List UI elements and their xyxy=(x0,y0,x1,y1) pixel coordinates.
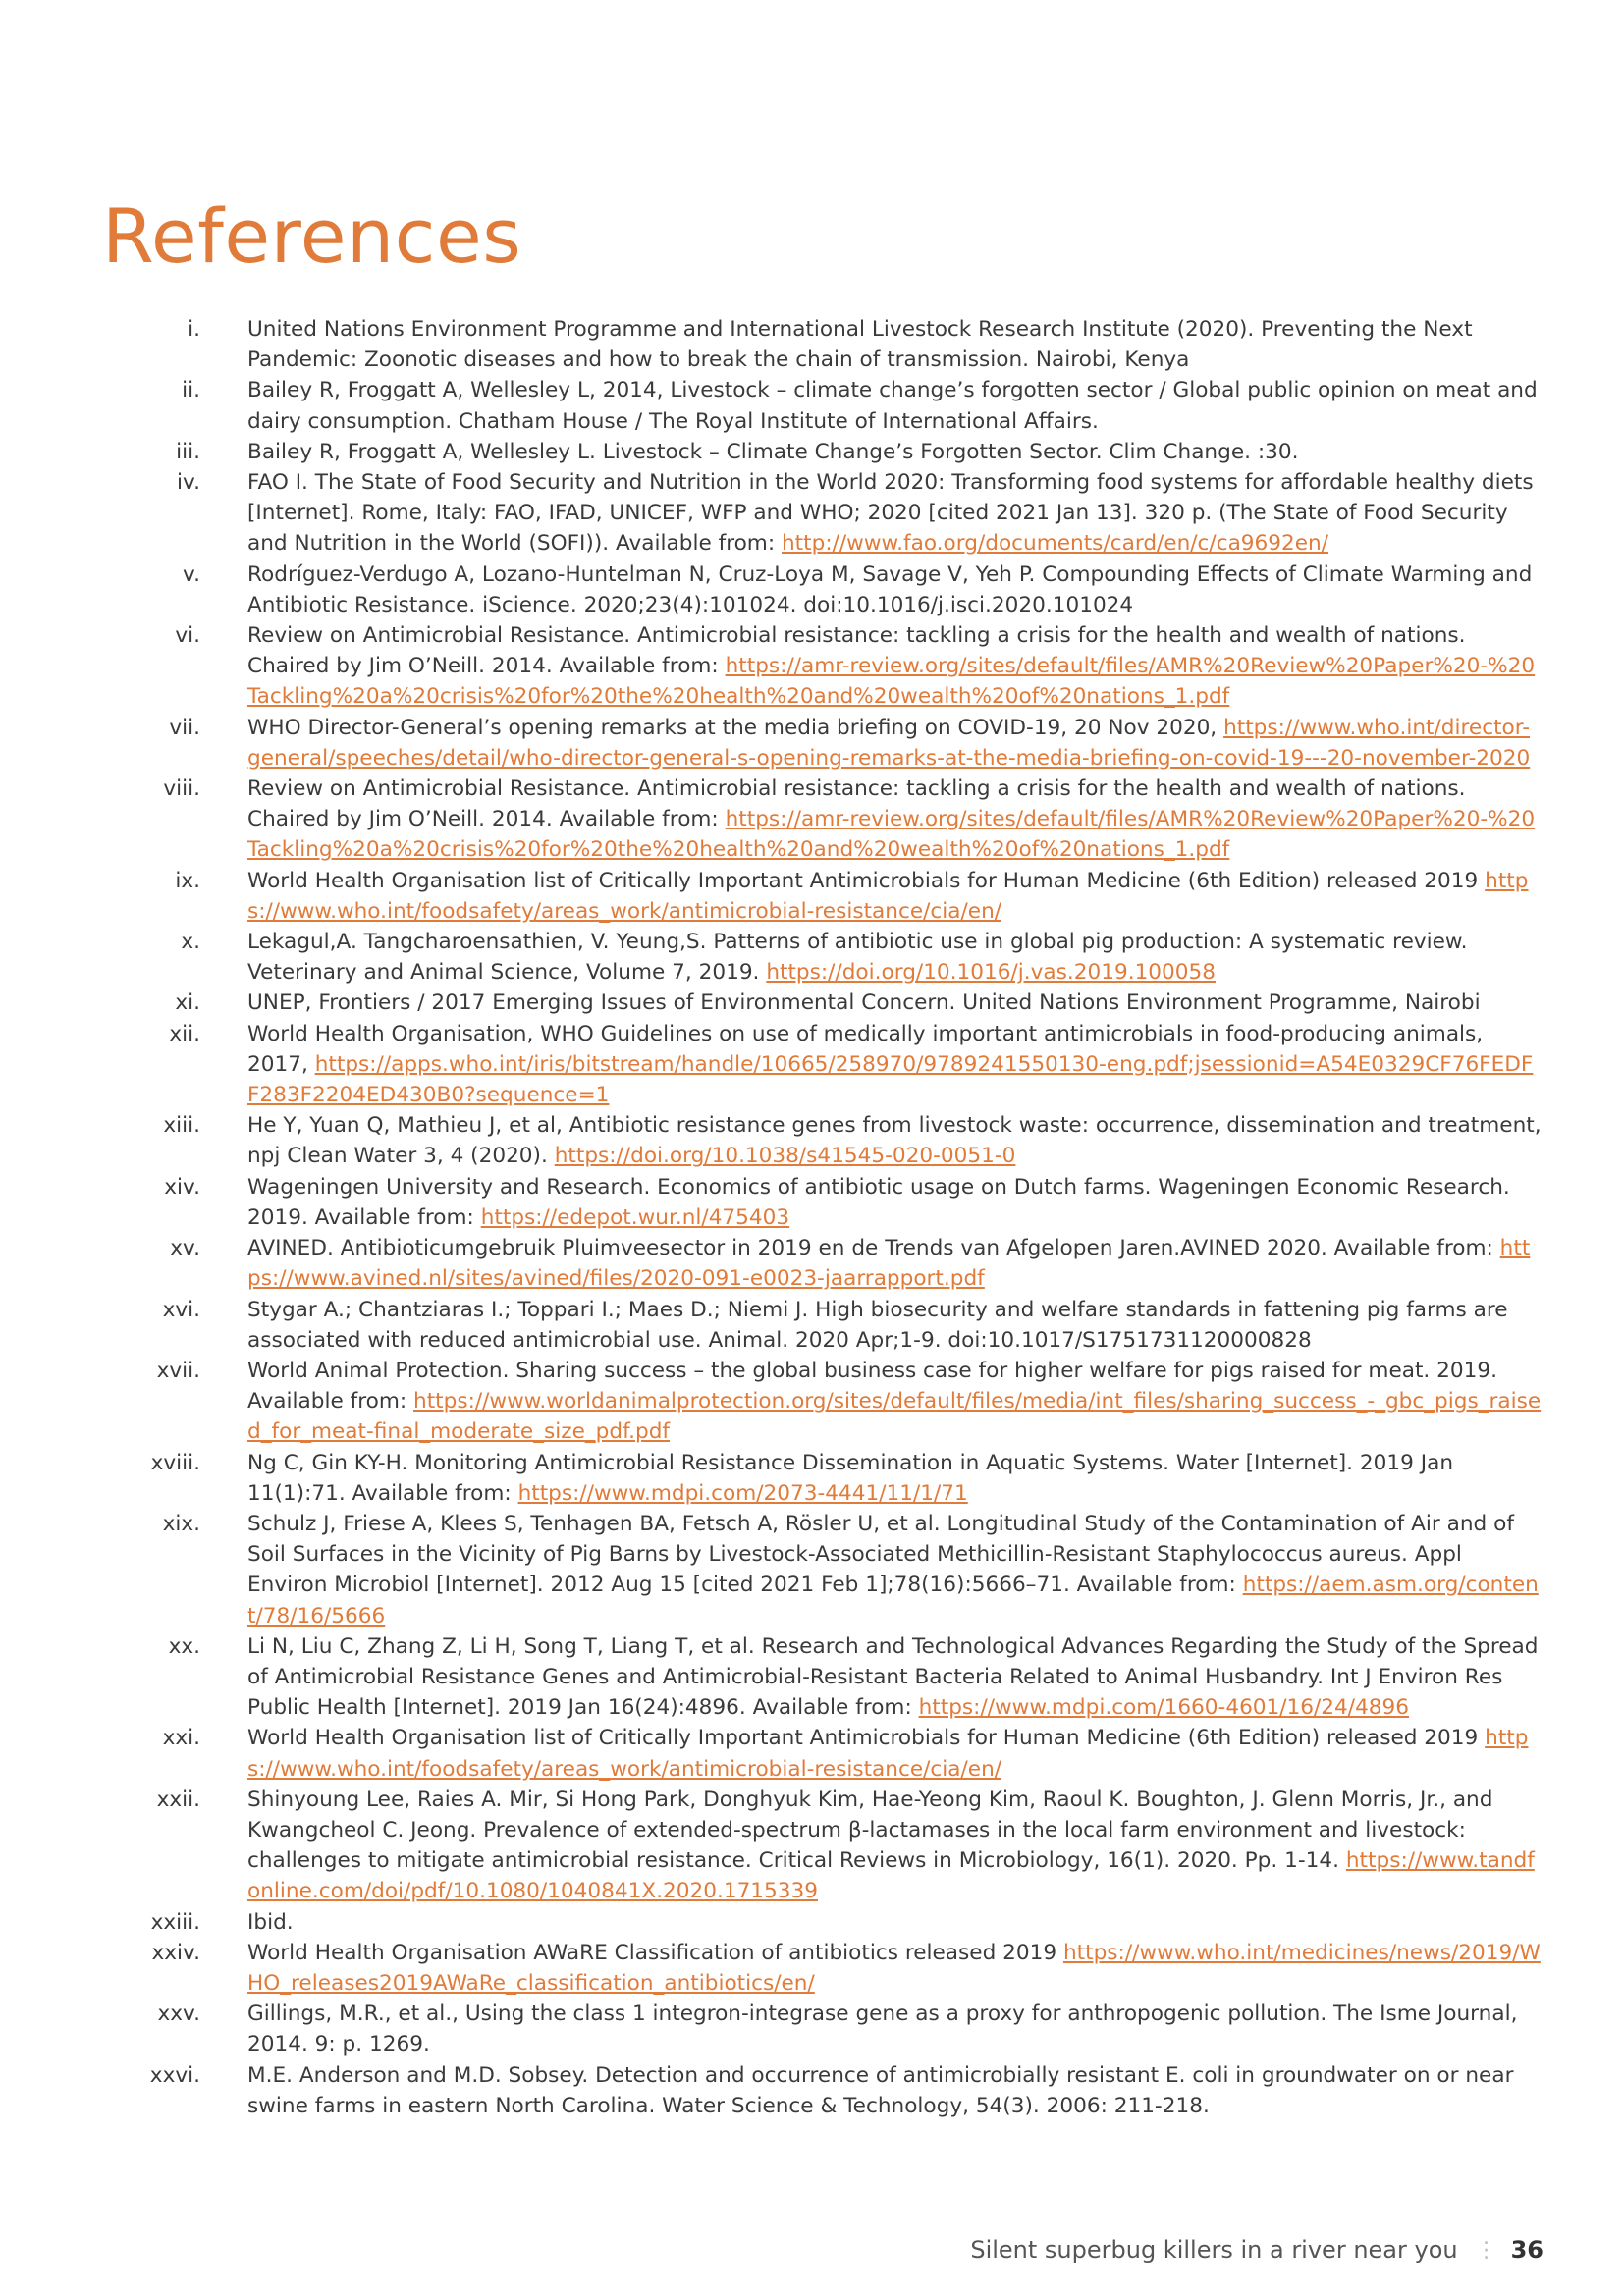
reference-link[interactable]: https://www.who.int/director-general/speeches/detail/who-director-general-s-opening-remarks-at-the-media-briefing-on-covid-19---20-november-2020 xyxy=(247,715,1531,771)
reference-text: AVINED. Antibioticumgebruik Pluimveesector in 2019 en de Trends van Afgelopen Jaren.AVINED 2020. Available from: xyxy=(247,1236,1493,1261)
reference-number: iv. xyxy=(177,470,200,496)
reference-number: xv. xyxy=(170,1236,200,1261)
reference-body xyxy=(247,2060,1542,2121)
reference-body xyxy=(247,1356,1542,1448)
reference-link[interactable]: https://www.who.int/foodsafety/areas_work/antimicrobial-resistance/cia/en/ xyxy=(247,868,1529,924)
footer-separator: ⋮ xyxy=(1475,2237,1497,2263)
reference-body xyxy=(247,1907,1542,1938)
page-title: References xyxy=(102,192,522,280)
reference-item xyxy=(147,927,1542,988)
reference-text: Stygar A.; Chantziaras I.; Toppari I.; Maes D.; Niemi J. High biosecurity and welfare standards in fattening pig farms are associated with reduced antimicrobial use. Animal. 2020 Apr;1-9. doi:10.1017/S1751731120000828 xyxy=(247,1297,1508,1353)
reference-text: Shinyoung Lee, Raies A. Mir, Si Hong Park, Donghyuk Kim, Hae-Yeong Kim, Raoul K. Boughton, J. Glenn Morris, Jr., and Kwangcheol C. Jeong. Prevalence of extended-spectrum β-lactamases in the local farm environment and livestock: challenges to mitigate antimicrobial resistance. Critical Reviews in Microbiology, 16(1). 2020. Pp. 1-14. xyxy=(247,1787,1493,1874)
reference-link[interactable]: https://amr-review.org/sites/default/files/AMR%20Review%20Paper%20-%20Tackling%20a%20crisis%20for%20the%20health%20and%20wealth%20of%20nations_1.pdf xyxy=(247,654,1536,710)
reference-text: Bailey R, Froggatt A, Wellesley L. Livestock – Climate Change’s Forgotten Sector. Clim Change. :30. xyxy=(247,439,1299,464)
reference-number: xvi. xyxy=(162,1297,200,1322)
reference-link[interactable]: https://www.who.int/foodsafety/areas_work/antimicrobial-resistance/cia/en/ xyxy=(247,1726,1529,1782)
reference-item xyxy=(147,866,1542,927)
reference-number: xix. xyxy=(162,1511,200,1536)
reference-number: xxii. xyxy=(156,1787,200,1812)
reference-link[interactable]: https://www.tandfonline.com/doi/pdf/10.1080/1040841X.2020.1715339 xyxy=(247,1848,1535,1904)
reference-text: Ibid. xyxy=(247,1909,294,1935)
reference-item xyxy=(147,2060,1542,2121)
reference-link[interactable]: https://www.worldanimalprotection.org/sites/default/files/media/int_files/sharing_success_-_gbc_pigs_raised_for_meat-final_moderate_size_pdf.pdf xyxy=(247,1389,1542,1445)
reference-text: United Nations Environment Programme and International Livestock Research Institute (2020). Preventing the Next Pandemic: Zoonotic diseases and how to break the chain of transmission. Nairobi, Kenya xyxy=(247,317,1473,373)
reference-link[interactable]: https://www.mdpi.com/2073-4441/11/1/71 xyxy=(517,1480,968,1506)
reference-item xyxy=(147,1172,1542,1233)
reference-item xyxy=(147,1110,1542,1171)
page-number: 36 xyxy=(1510,2236,1543,2264)
reference-number: xiv. xyxy=(164,1174,200,1200)
reference-body xyxy=(247,1631,1542,1724)
reference-number: xxiii. xyxy=(150,1909,200,1935)
reference-text: FAO I. The State of Food Security and Nutrition in the World 2020: Transforming food systems for affordable healthy diets [Internet]. Rome, Italy: FAO, IFAD, UNICEF, WFP and WHO; 2020 [cited 2021 Jan 13]. 320 p. (The State of Food Security and Nutrition in the World (SOFI)). Available from: xyxy=(247,470,1534,557)
reference-link[interactable]: https://doi.org/10.1016/j.vas.2019.100058 xyxy=(766,960,1216,986)
reference-text: Rodríguez-Verdugo A, Lozano-Huntelman N, Cruz-Loya M, Savage V, Yeh P. Compounding Effects of Climate Warming and Antibiotic Resistance. iScience. 2020;23(4):101024. doi:10.1016/j.isci.2020.101024 xyxy=(247,561,1533,617)
reference-text: Ng C, Gin KY-H. Monitoring Antimicrobial Resistance Dissemination in Aquatic Systems. Water [Internet]. 2019 Jan 11(1):71. Available from: xyxy=(247,1450,1454,1506)
reference-number: xiii. xyxy=(163,1113,200,1139)
reference-link[interactable]: https://www.avined.nl/sites/avined/files/2020-091-e0023-jaarrapport.pdf xyxy=(247,1236,1531,1292)
reference-body xyxy=(247,1110,1542,1171)
reference-item xyxy=(147,1233,1542,1294)
reference-link[interactable]: http://www.fao.org/documents/card/en/c/ca9692en/ xyxy=(782,531,1328,557)
reference-link[interactable]: https://doi.org/10.1038/s41545-020-0051-0 xyxy=(554,1144,1016,1169)
reference-body xyxy=(247,1509,1542,1631)
reference-text: World Health Organisation, WHO Guidelines on use of medically important antimicrobials in food-producing animals, 2017, xyxy=(247,1021,1484,1077)
reference-item xyxy=(147,314,1542,375)
reference-body xyxy=(247,560,1542,620)
reference-number: ix. xyxy=(175,868,200,893)
reference-body xyxy=(247,1999,1542,2059)
reference-link[interactable]: https://apps.who.int/iris/bitstream/handle/10665/258970/9789241550130-eng.pdf;jsessionid=A54E0329CF76FEDFF283F2204ED430B0?sequence=1 xyxy=(247,1051,1534,1108)
reference-link[interactable]: https://aem.asm.org/content/78/16/5666 xyxy=(247,1573,1539,1629)
reference-number: v. xyxy=(183,561,200,587)
reference-item xyxy=(147,1356,1542,1448)
reference-link[interactable]: https://www.mdpi.com/1660-4601/16/24/4896 xyxy=(918,1695,1410,1721)
reference-body xyxy=(247,1295,1542,1356)
reference-item xyxy=(147,1999,1542,2059)
reference-text: Gillings, M.R., et al., Using the class 1 integron-integrase gene as a proxy for anthropogenic pollution. The Isme Journal, 2014. 9: p. 1269. xyxy=(247,2002,1518,2057)
reference-number: xxi. xyxy=(162,1726,200,1751)
reference-text: He Y, Yuan Q, Mathieu J, et al, Antibiotic resistance genes from livestock waste: occurrence, dissemination and treatment, npj Clean Water 3, 4 (2020). xyxy=(247,1113,1542,1169)
reference-item xyxy=(147,560,1542,620)
reference-number: xxiv. xyxy=(151,1940,200,1965)
reference-text: Li N, Liu C, Zhang Z, Li H, Song T, Liang T, et al. Research and Technological Advances Regarding the Study of the Spread of Antimicrobial Resistance Genes and Antimicrobial-Resistant Bacteria Related to Animal Husbandry. Int J Environ Res Public Health [Internet]. 2019 Jan 16(24):4896. Available from: xyxy=(247,1633,1539,1721)
reference-body xyxy=(247,1723,1542,1784)
reference-body xyxy=(247,1233,1542,1294)
reference-number: xvii. xyxy=(156,1358,200,1383)
reference-item xyxy=(147,1785,1542,1907)
page-footer xyxy=(970,2236,1543,2264)
reference-body xyxy=(247,927,1542,988)
reference-body xyxy=(247,1172,1542,1233)
reference-item xyxy=(147,1938,1542,1999)
reference-text: Review on Antimicrobial Resistance. Antimicrobial resistance: tackling a crisis for the health and wealth of nations. Chaired by Jim O’Neill. 2014. Available from: xyxy=(247,776,1466,832)
reference-text: Review on Antimicrobial Resistance. Antimicrobial resistance: tackling a crisis for the health and wealth of nations. Chaired by Jim O’Neill. 2014. Available from: xyxy=(247,623,1466,679)
reference-text: Bailey R, Froggatt A, Wellesley L, 2014, Livestock – climate change’s forgotten sector / Global public opinion on meat and dairy consumption. Chatham House / The Royal Institute of International Affairs. xyxy=(247,378,1538,434)
reference-link[interactable]: https://amr-review.org/sites/default/files/AMR%20Review%20Paper%20-%20Tackling%20a%20crisis%20for%20the%20health%20and%20wealth%20of%20nations_1.pdf xyxy=(247,807,1536,863)
reference-text: M.E. Anderson and M.D. Sobsey. Detection and occurrence of antimicrobially resistant E. coli in groundwater on or near swine farms in eastern North Carolina. Water Science & Technology, 54(3). 2006: 211-218. xyxy=(247,2062,1514,2118)
reference-text: World Health Organisation AWaRE Classification of antibiotics released 2019 xyxy=(247,1940,1057,1965)
reference-item xyxy=(147,1448,1542,1509)
reference-text: World Health Organisation list of Critically Important Antimicrobials for Human Medicine (6th Edition) released 2019 xyxy=(247,1726,1479,1751)
reference-body xyxy=(247,314,1542,375)
reference-text: Wageningen University and Research. Economics of antibiotic usage on Dutch farms. Wageningen Economic Research. 2019. Available from: xyxy=(247,1174,1510,1230)
reference-body xyxy=(247,620,1542,713)
reference-body xyxy=(247,1448,1542,1509)
reference-number: iii. xyxy=(176,439,200,464)
reference-body xyxy=(247,1785,1542,1907)
reference-number: i. xyxy=(188,317,200,342)
reference-number: xii. xyxy=(169,1021,200,1046)
reference-item xyxy=(147,620,1542,713)
reference-text: Schulz J, Friese A, Klees S, Tenhagen BA, Fetsch A, Rösler U, et al. Longitudinal Study of the Contamination of Air and of Soil Surfaces in the Vicinity of Pig Barns by Livestock-Associated Methicillin-Resistant Staphylococcus aureus. Appl Environ Microbiol [Internet]. 2012 Aug 15 [cited 2021 Feb 1];78(16):5666–71. Available from: xyxy=(247,1511,1514,1598)
reference-body xyxy=(247,467,1542,560)
reference-text: World Health Organisation list of Critically Important Antimicrobials for Human Medicine (6th Edition) released 2019 xyxy=(247,868,1479,893)
reference-number: viii. xyxy=(163,776,200,802)
reference-item xyxy=(147,1295,1542,1356)
reference-item xyxy=(147,1631,1542,1724)
reference-body xyxy=(247,988,1542,1018)
reference-number: x. xyxy=(181,930,200,955)
reference-text: Lekagul,A. Tangcharoensathien, V. Yeung,S. Patterns of antibiotic use in global pig production: A systematic review. Veterinary and Animal Science, Volume 7, 2019. xyxy=(247,930,1468,986)
reference-item xyxy=(147,988,1542,1018)
reference-item xyxy=(147,713,1542,774)
reference-body xyxy=(247,774,1542,866)
reference-item xyxy=(147,375,1542,436)
reference-body xyxy=(247,375,1542,436)
reference-text: UNEP, Frontiers / 2017 Emerging Issues of Environmental Concern. United Nations Environment Programme, Nairobi xyxy=(247,990,1481,1016)
footer-title: Silent superbug killers in a river near you xyxy=(970,2236,1458,2264)
reference-link[interactable]: https://www.who.int/medicines/news/2019/WHO_releases2019AWaRe_classification_antibiotics/en/ xyxy=(247,1940,1541,1996)
reference-body xyxy=(247,437,1542,467)
reference-number: xxvi. xyxy=(149,2062,200,2088)
reference-text: WHO Director-General’s opening remarks at the media briefing on COVID-19, 20 Nov 2020, xyxy=(247,715,1218,740)
reference-item xyxy=(147,467,1542,560)
reference-item xyxy=(147,1907,1542,1938)
reference-text: World Animal Protection. Sharing success – the global business case for higher welfare for pigs raised for meat. 2019. Available from: xyxy=(247,1358,1497,1415)
reference-item xyxy=(147,1019,1542,1111)
reference-number: ii. xyxy=(182,378,200,403)
reference-body xyxy=(247,713,1542,774)
reference-number: xviii. xyxy=(150,1450,200,1475)
reference-number: xx. xyxy=(168,1633,200,1659)
reference-item xyxy=(147,774,1542,866)
reference-item xyxy=(147,437,1542,467)
reference-item xyxy=(147,1723,1542,1784)
reference-item xyxy=(147,1509,1542,1631)
reference-number: vi. xyxy=(175,623,200,649)
reference-list xyxy=(147,314,1542,2121)
reference-body xyxy=(247,866,1542,927)
reference-link[interactable]: https://edepot.wur.nl/475403 xyxy=(480,1204,790,1230)
reference-body xyxy=(247,1938,1542,1999)
reference-body xyxy=(247,1019,1542,1111)
reference-number: xi. xyxy=(175,990,200,1016)
reference-number: xxv. xyxy=(157,2002,200,2027)
reference-number: vii. xyxy=(169,715,200,740)
